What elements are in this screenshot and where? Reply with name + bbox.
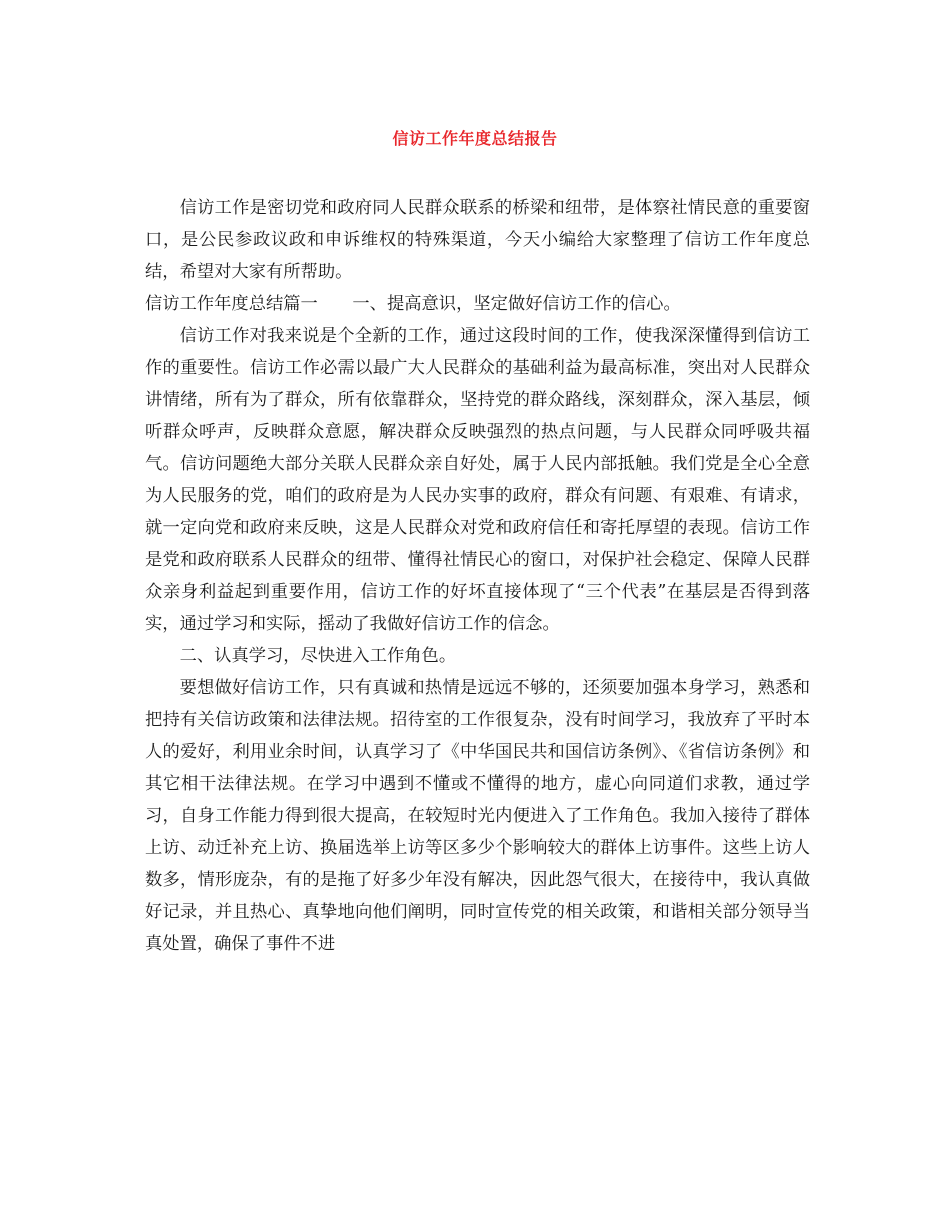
paragraph-body-2: 要想做好信访工作，只有真诚和热情是远远不够的，还须要加强本身学习，熟悉和把持有关信访政策和法律法规。招待室的工作很复杂，没有时间学习，我放弃了平时本人的爱好，利用业余时间，认真学习了《中华国民共和国信访条例》、《省信访条例》和其它相干法律法规。在学习中遇到不懂或不懂得的地方，虚心向同道们求教，通过学习，自身工作能力得到很大提高，在较短时光内便进入了工作角色。我加入接待了群体上访、动迁补充上访、换届选举上访等区多少个影响较大的群体上访事件。这些上访人数多，情形庞杂，有的是拖了好多少年没有解决，因此怨气很大，在接待中，我认真做好记录，并且热心、真挚地向他们阐明，同时宣传党的相关政策，和谐相关部分领导当真处置，确保了事件不进 [145,678,810,954]
paragraph-intro: 信访工作是密切党和政府同人民群众联系的桥梁和纽带，是体察社情民意的重要窗口，是公民参政议政和申诉维权的特殊渠道，今天小编给大家整理了信访工作年度总结，希望对大家有所帮助。 [145,198,810,282]
document-title: 信访工作年度总结报告 [392,129,558,148]
paragraph-section-heading-1: 信访工作年度总结篇一 一、提高意识，坚定做好信访工作的信心。 [145,294,681,314]
paragraph-body-1: 信访工作对我来说是个全新的工作，通过这段时间的工作，使我深深懂得到信访工作的重要性。信访工作必需以最广大人民群众的基础利益为最高标准，突出对人民群众讲情绪，所有为了群众，所有依靠群众，坚持党的群众路线，深刻群众，深入基层，倾听群众呼声，反映群众意愿，解决群众反映强烈的热点问题，与人民群众同呼吸共福气。信访问题绝大部分关联人民群众亲自好处，属于人民内部抵触。我们党是全心全意为人民服务的党，咱们的政府是为人民办实事的政府，群众有问题、有艰难、有请求，就一定向党和政府来反映，这是人民群众对党和政府信任和寄托厚望的表现。信访工作是党和政府联系人民群众的纽带、懂得社情民心的窗口，对保护社会稳定、保障人民群众亲身利益起到重要作用，信访工作的好坏直接体现了“三个代表”在基层是否得到落实，通过学习和实际，摇动了我做好信访工作的信念。 [145,326,810,634]
paragraph-section-heading-2: 二、认真学习，尽快进入工作角色。 [179,646,457,666]
document-body [145,192,810,960]
